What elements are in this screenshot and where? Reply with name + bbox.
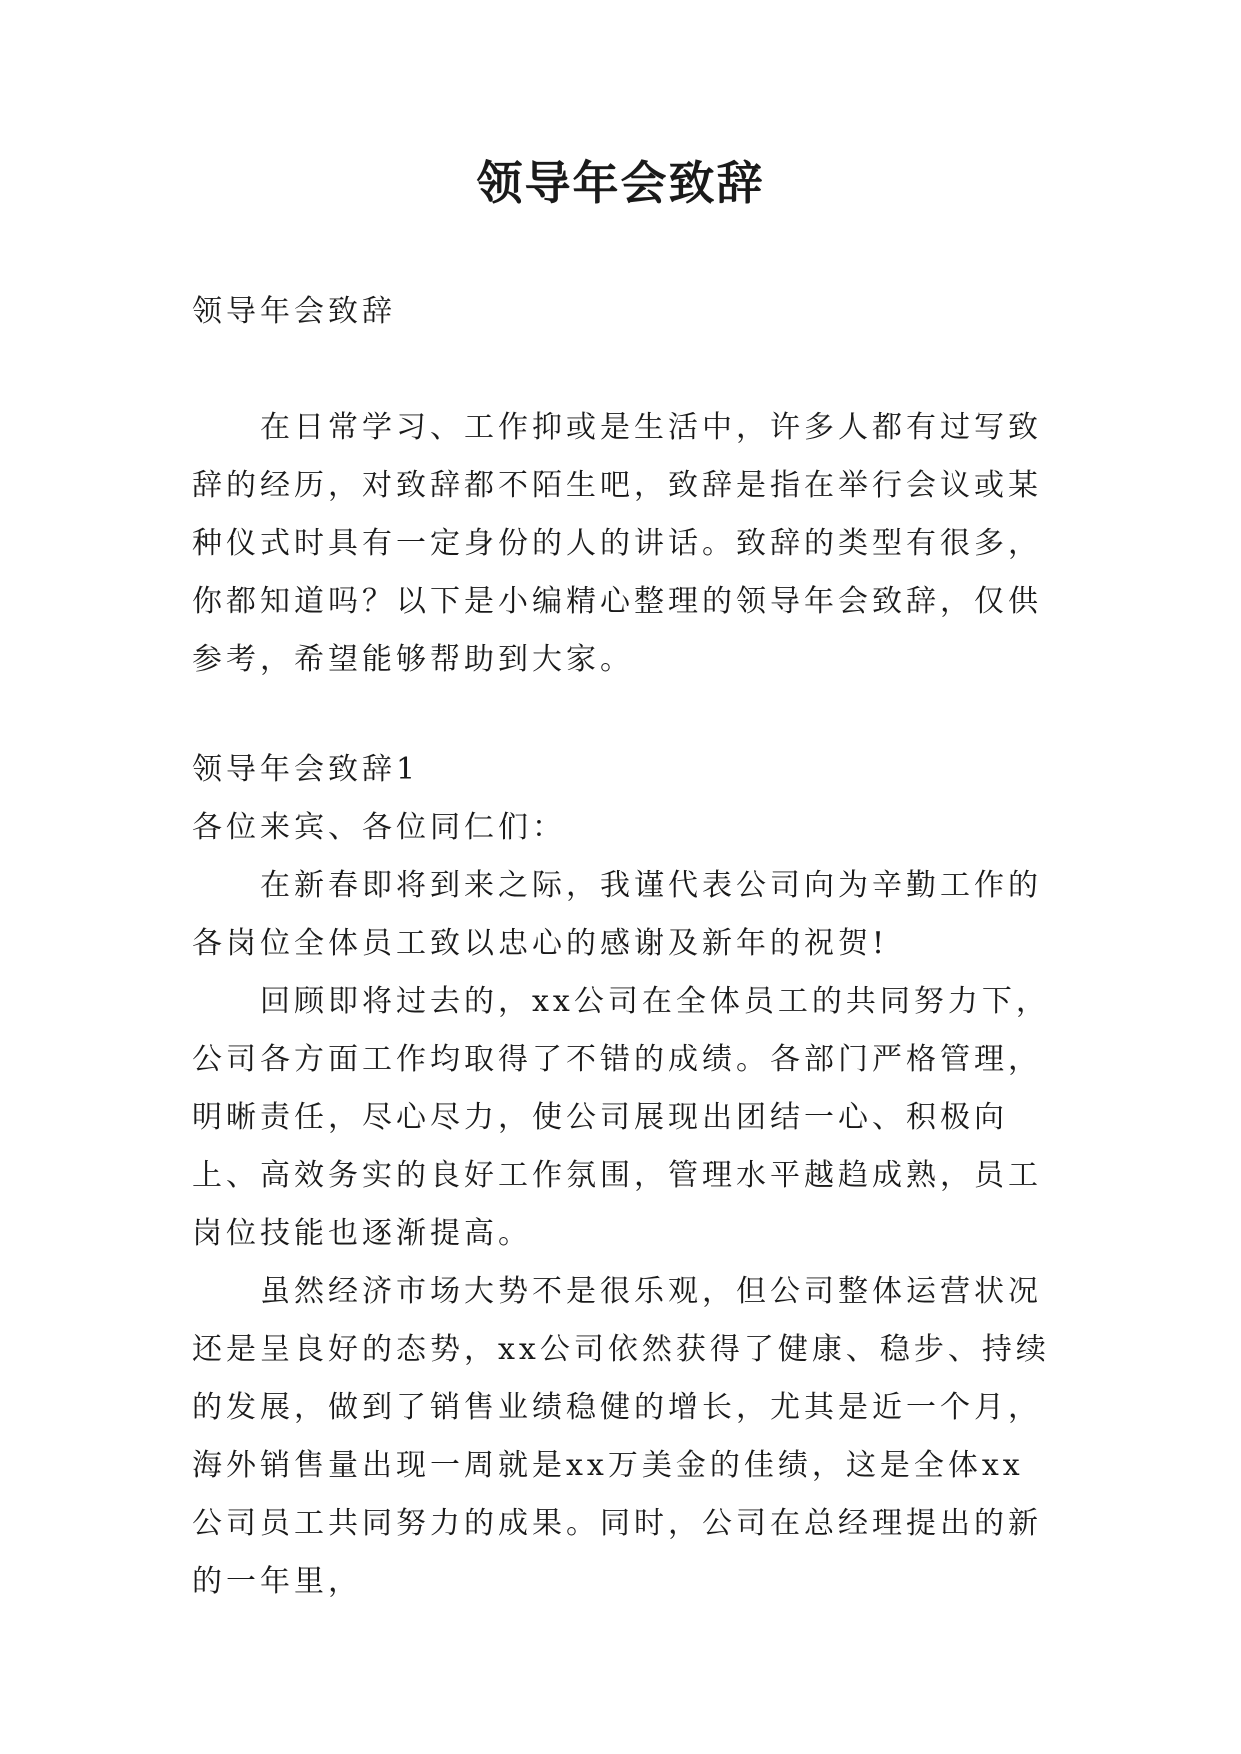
subtitle-paragraph: 领导年会致辞 bbox=[192, 294, 396, 329]
document-body bbox=[192, 283, 1056, 1611]
salutation-paragraph: 各位来宾、各位同仁们： bbox=[192, 810, 566, 845]
section-heading: 领导年会致辞1 bbox=[192, 752, 420, 787]
intro-paragraph: 在日常学习、工作抑或是生活中，许多人都有过写致辞的经历，对致辞都不陌生吧，致辞是指在举行会议或某种仪式时具有一定身份的人的讲话。致辞的类型有很多，你都知道吗？以下是小编精心整理的领导年会致辞，仅供参考，希望能够帮助到大家。 bbox=[192, 410, 1042, 677]
body-paragraph-1: 在新春即将到来之际，我谨代表公司向为辛勤工作的各岗位全体员工致以忠心的感谢及新年的祝贺! bbox=[192, 868, 1042, 961]
body-paragraph-3: 虽然经济市场大势不是很乐观，但公司整体运营状况还是呈良好的态势，xx公司依然获得了健康、稳步、持续的发展，做到了销售业绩稳健的增长，尤其是近一个月，海外销售量出现一周就是xx万美金的佳绩，这是全体xx公司员工共同努力的成果。同时，公司在总经理提出的新的一年里， bbox=[192, 1274, 1050, 1599]
document-title: 领导年会致辞 bbox=[476, 156, 765, 210]
body-paragraph-2: 回顾即将过去的，xx公司在全体员工的共同努力下，公司各方面工作均取得了不错的成绩。各部门严格管理，明晰责任，尽心尽力，使公司展现出团结一心、积极向上、高效务实的良好工作氛围，管理水平越趋成熟，员工岗位技能也逐渐提高。 bbox=[192, 984, 1050, 1251]
